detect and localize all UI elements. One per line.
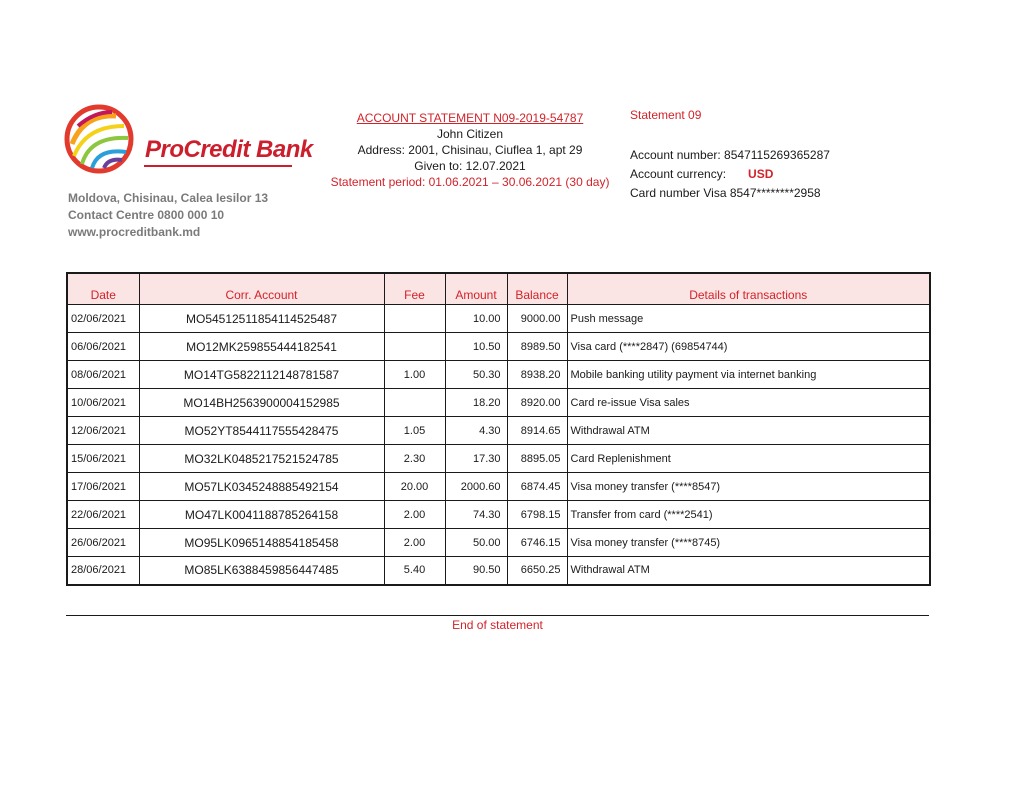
cell-balance: 8920.00 — [507, 389, 567, 417]
cell-date: 10/06/2021 — [67, 389, 139, 417]
table-row — [67, 501, 930, 529]
header-date: Date — [67, 273, 139, 305]
customer-name: John Citizen — [436, 127, 504, 141]
cell-fee: 2.00 — [384, 501, 445, 529]
cell-fee: 2.00 — [384, 529, 445, 557]
table-row — [67, 557, 930, 585]
cell-balance: 8895.05 — [507, 445, 567, 473]
table-row — [67, 305, 930, 333]
cell-amount: 74.30 — [445, 501, 507, 529]
table-row — [67, 445, 930, 473]
cell-date: 26/06/2021 — [67, 529, 139, 557]
statement-number: Statement 09 — [630, 108, 702, 122]
cell-corr-account: MO12MK259855444182541 — [139, 333, 384, 361]
cell-balance: 6874.45 — [507, 473, 567, 501]
cell-date: 02/06/2021 — [67, 305, 139, 333]
cell-date: 12/06/2021 — [67, 417, 139, 445]
header-details: Details of transactions — [567, 273, 930, 305]
header-fee: Fee — [384, 273, 445, 305]
brand-underline — [144, 165, 292, 167]
given-to-date: Given to: 12.07.2021 — [414, 159, 526, 173]
cell-details: Visa money transfer (****8745) — [567, 529, 930, 557]
bank-website[interactable]: www.procreditbank.md — [68, 225, 201, 239]
customer-address: Address: 2001, Chisinau, Ciuflea 1, apt 29 — [357, 143, 583, 157]
bank-info — [68, 190, 268, 241]
cell-corr-account: MO95LK0965148854185458 — [139, 529, 384, 557]
cell-amount: 18.20 — [445, 389, 507, 417]
account-number: Account number: 8547115269365287 — [630, 148, 830, 162]
card-number: Card number Visa 8547********2958 — [630, 186, 821, 200]
cell-corr-account: MO14TG5822112148781587 — [139, 361, 384, 389]
cell-details: Card re-issue Visa sales — [567, 389, 930, 417]
cell-corr-account: MO52YT8544117555428475 — [139, 417, 384, 445]
cell-date: 06/06/2021 — [67, 333, 139, 361]
cell-fee: 2.30 — [384, 445, 445, 473]
statement-title: ACCOUNT STATEMENT N09-2019-54787 — [356, 111, 584, 125]
currency-label: Account currency: — [630, 167, 727, 181]
cell-balance: 6650.25 — [507, 557, 567, 585]
account-currency — [630, 166, 830, 182]
cell-corr-account: MO85LK6388459856447485 — [139, 557, 384, 585]
cell-balance: 6746.15 — [507, 529, 567, 557]
header-corr-account: Corr. Account — [139, 273, 384, 305]
cell-balance: 8914.65 — [507, 417, 567, 445]
statement-period: Statement period: 01.06.2021 – 30.06.2021 (30 day) — [330, 175, 610, 189]
cell-details: Mobile banking utility payment via internet banking — [567, 361, 930, 389]
table-row — [67, 417, 930, 445]
cell-amount: 10.50 — [445, 333, 507, 361]
cell-amount: 50.30 — [445, 361, 507, 389]
cell-date: 28/06/2021 — [67, 557, 139, 585]
cell-fee: 5.40 — [384, 557, 445, 585]
cell-amount: 17.30 — [445, 445, 507, 473]
cell-fee — [384, 389, 445, 417]
cell-details: Withdrawal ATM — [567, 417, 930, 445]
cell-details: Transfer from card (****2541) — [567, 501, 930, 529]
header-amount: Amount — [445, 273, 507, 305]
cell-date: 08/06/2021 — [67, 361, 139, 389]
cell-fee: 1.00 — [384, 361, 445, 389]
cell-details: Withdrawal ATM — [567, 557, 930, 585]
cell-date: 17/06/2021 — [67, 473, 139, 501]
cell-details: Visa money transfer (****8547) — [567, 473, 930, 501]
cell-date: 22/06/2021 — [67, 501, 139, 529]
table-row — [67, 361, 930, 389]
table-row — [67, 473, 930, 501]
table-row — [67, 333, 930, 361]
cell-fee: 20.00 — [384, 473, 445, 501]
table-row — [67, 529, 930, 557]
table-row — [67, 389, 930, 417]
transactions-table — [66, 272, 931, 586]
cell-balance: 8938.20 — [507, 361, 567, 389]
cell-details: Card Replenishment — [567, 445, 930, 473]
cell-corr-account: MO54512511854114525487 — [139, 305, 384, 333]
end-of-statement: End of statement — [452, 618, 543, 632]
cell-fee — [384, 333, 445, 361]
cell-fee: 1.05 — [384, 417, 445, 445]
statement-header — [320, 110, 620, 190]
cell-amount: 2000.60 — [445, 473, 507, 501]
cell-corr-account: MO14BH2563900004152985 — [139, 389, 384, 417]
cell-corr-account: MO47LK0041188785264158 — [139, 501, 384, 529]
table-header-row — [67, 273, 930, 305]
cell-balance: 8989.50 — [507, 333, 567, 361]
bank-address: Moldova, Chisinau, Calea Iesilor 13 — [68, 191, 269, 205]
bank-contact: Contact Centre 0800 000 10 — [68, 208, 225, 222]
cell-amount: 90.50 — [445, 557, 507, 585]
end-divider — [66, 615, 929, 616]
procredit-globe-icon — [64, 104, 134, 174]
bank-name: ProCredit Bank — [145, 136, 313, 163]
cell-fee — [384, 305, 445, 333]
cell-amount: 4.30 — [445, 417, 507, 445]
cell-corr-account: MO57LK0345248885492154 — [139, 473, 384, 501]
cell-balance: 6798.15 — [507, 501, 567, 529]
cell-amount: 50.00 — [445, 529, 507, 557]
cell-details: Push message — [567, 305, 930, 333]
cell-corr-account: MO32LK0485217521524785 — [139, 445, 384, 473]
currency-value: USD — [748, 167, 774, 181]
cell-details: Visa card (****2847) (69854744) — [567, 333, 930, 361]
cell-date: 15/06/2021 — [67, 445, 139, 473]
cell-balance: 9000.00 — [507, 305, 567, 333]
header-balance: Balance — [507, 273, 567, 305]
account-info — [630, 108, 830, 204]
cell-amount: 10.00 — [445, 305, 507, 333]
